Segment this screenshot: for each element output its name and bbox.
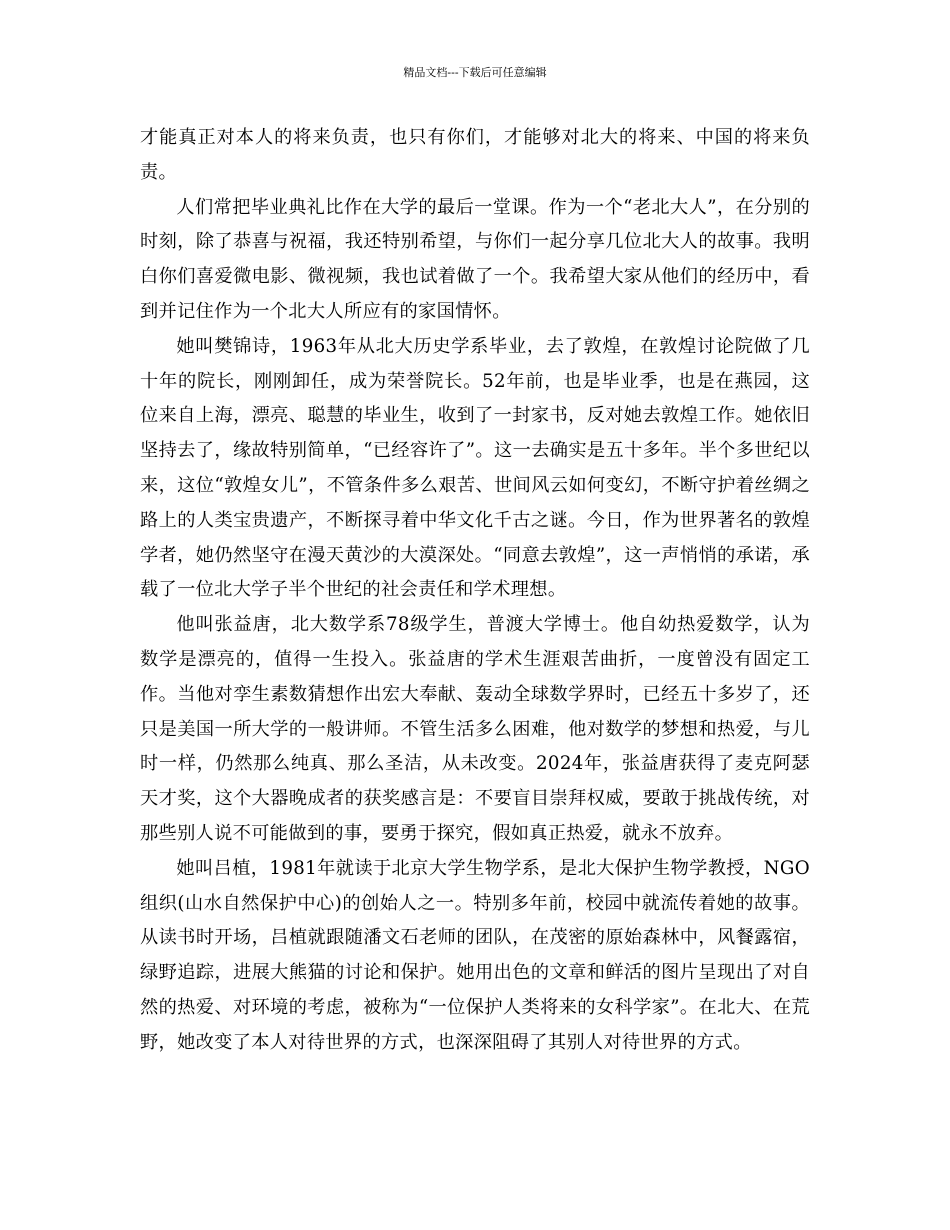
- paragraph: 她叫樊锦诗，1963年从北大历史学系毕业，去了敦煌，在敦煌讨论院做了几十年的院长，刚刚卸任，成为荣誉院长。52年前，也是毕业季，也是在燕园，这位来自上海，漂亮、聪慧的毕业生，收到了一封家书，反对她去敦煌工作。她依旧坚持去了，缘故特别简单，“已经容许了”。这一去确实是五十多年。半个多世纪以来，这位“敦煌女儿”，不管条件多么艰苦、世间风云如何变幻，不断守护着丝绸之路上的人类宝贵遗产，不断探寻着中华文化千古之谜。今日，作为世界著名的敦煌学者，她仍然坚守在漫天黄沙的大漠深处。“同意去敦煌”，这一声悄悄的承诺，承载了一位北大学子半个世纪的社会责任和学术理想。: [140, 335, 810, 601]
- document-body: [140, 121, 810, 1061]
- paragraph: 才能真正对本人的将来负责，也只有你们，才能够对北大的将来、中国的将来负责。: [140, 127, 810, 183]
- paragraph: 人们常把毕业典礼比作在大学的最后一堂课。作为一个“老北大人”，在分别的时刻，除了恭喜与祝福，我还特别希望，与你们一起分享几位北大人的故事。我明白你们喜爱微电影、微视频，我也试着做了一个。我希望大家从他们的经历中，看到并记住作为一个北大人所应有的家国情怀。: [140, 196, 810, 322]
- paragraph: 他叫张益唐，北大数学系78级学生，普渡大学博士。他自幼热爱数学，认为数学是漂亮的，值得一生投入。张益唐的学术生涯艰苦曲折，一度曾没有固定工作。当他对孪生素数猜想作出宏大奉献、轰动全球数学界时，已经五十多岁了，还只是美国一所大学的一般讲师。不管生活多么困难，他对数学的梦想和热爱，与儿时一样，仍然那么纯真、那么圣洁，从未改变。2024年，张益唐获得了麦克阿瑟天才奖，这个大器晚成者的获奖感言是：不要盲目崇拜权威，要敢于挑战传统，对那些别人说不可能做到的事，要勇于探究，假如真正热爱，就永不放弃。: [140, 614, 810, 844]
- paragraph: 她叫吕植，1981年就读于北京大学生物学系，是北大保护生物学教授，NGO组织(山水自然保护中心)的创始人之一。特别多年前，校园中就流传着她的故事。从读书时开场，吕植就跟随潘文石老师的团队，在茂密的原始森林中，风餐露宿，绿野追踪，进展大熊猫的讨论和保护。她用出色的文章和鲜活的图片呈现出了对自然的热爱、对环境的考虑，被称为“一位保护人类将来的女科学家”。在北大、在荒野，她改变了本人对待世界的方式，也深深阻碍了其别人对待世界的方式。: [140, 857, 810, 1053]
- page-header: 精品文档---下载后可任意编辑: [403, 66, 547, 79]
